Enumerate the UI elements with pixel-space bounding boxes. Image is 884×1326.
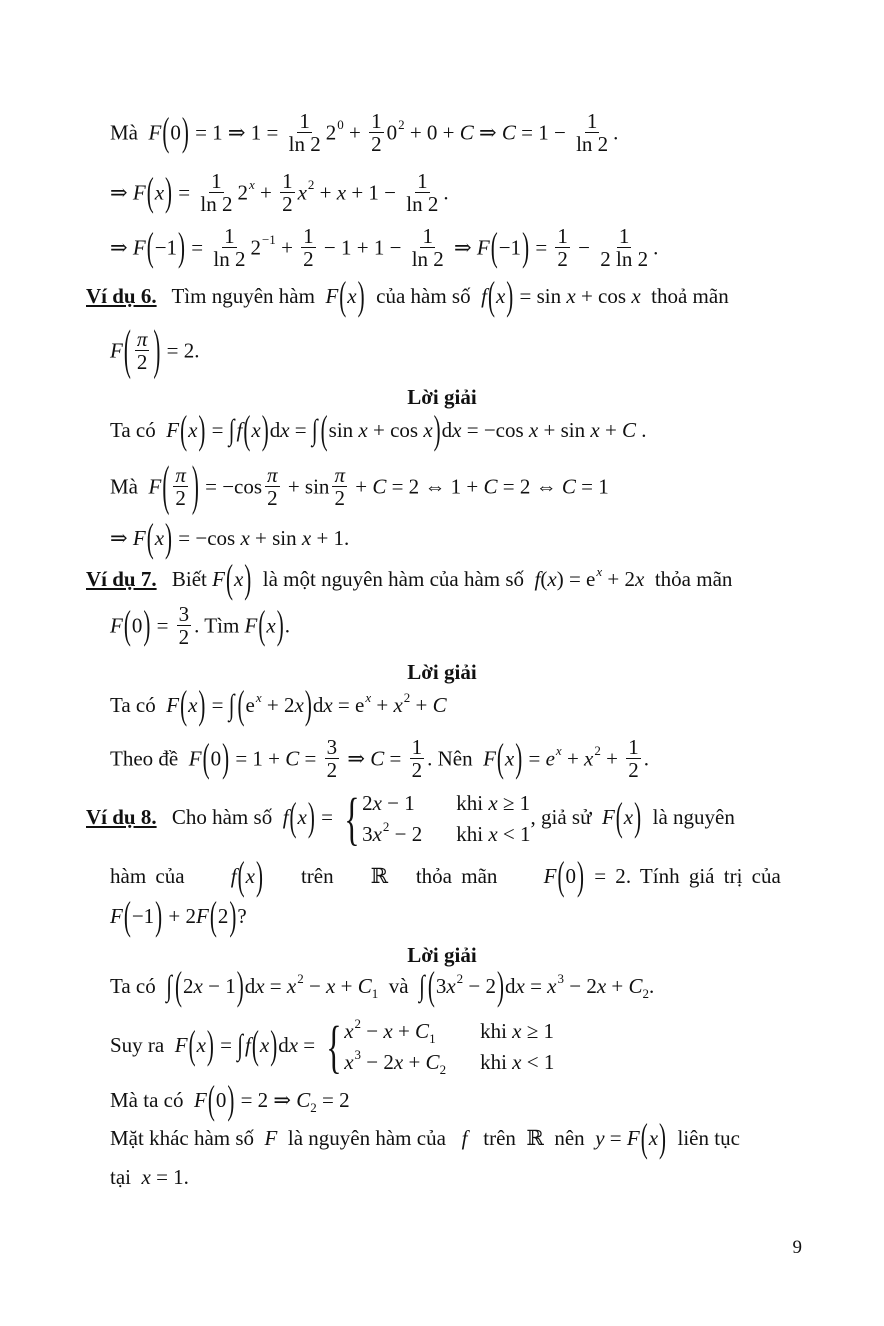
example-8-line-2: hàm của f(x) trên ℝ thỏa mãn F(0) = 2. Tính giá trị của xyxy=(110,852,781,899)
text: hàm của xyxy=(110,864,185,888)
fraction: $\frac{1}{2}$ xyxy=(303,224,314,272)
fraction: $\frac{1}{2 \ln 2}$ xyxy=(600,224,649,272)
ex6-sol-3: ⇒ F(x) = −cos x + sin x + 1. xyxy=(110,514,350,561)
text: là nguyên xyxy=(652,804,735,829)
text: Ta có xyxy=(110,974,156,998)
example-8-line-3: F(−1) + 2F(2)? xyxy=(110,892,247,939)
text: khi xyxy=(480,1050,507,1074)
ex7-sol-2: Theo đề F(0) = 1 + C = $\frac{3}{2}$ ⇒ C = $\frac{1}{2}$ . Nên $F(x) = e^x + x^2$ + $\frac{1}{2}$ . xyxy=(110,735,649,783)
ex8-sol-2: Suy ra F(x) = ∫f(x)dx = { $x^2 - x + C_1$ khi x ≥ 1 $x^3 - 2x + C_2$ khi x < 1 xyxy=(110,1014,555,1079)
fraction: $\frac{\pi}{2}$ xyxy=(267,463,278,511)
fraction: $\frac{1}{\ln 2}$ xyxy=(200,169,233,217)
example-6-label: Ví dụ 6. xyxy=(86,284,157,308)
fraction: $\frac{\pi}{2}$ xyxy=(136,327,148,375)
text: thỏa mãn xyxy=(654,567,733,591)
example-7-condition: F(0) = $\frac{3}{2}$ . Tìm F(x). xyxy=(110,602,290,650)
fraction: $\frac{3}{2}$ xyxy=(178,602,190,650)
text: . Nên xyxy=(427,746,473,771)
text: và xyxy=(388,974,409,998)
text: liên tục xyxy=(677,1126,740,1150)
text: Mặt khác hàm số xyxy=(110,1126,255,1150)
ex6-sol-1: Ta có F(x) = ∫f(x)dx = ∫ (sin x + cos x)dx = −cos x + sin x + C . xyxy=(110,406,647,453)
text: Theo đề xyxy=(110,746,179,771)
fraction: $\frac{1}{2}$ xyxy=(371,109,382,157)
example-7-line: Ví dụ 7. Biết F(x) là một nguyên hàm của hàm số $f(x) = e^x + 2x$ thỏa mãn xyxy=(86,555,733,602)
fraction: $\frac{1}{2}$ xyxy=(282,169,293,217)
piecewise-cases: { 2x − 1 khi x ≥ 1 $3x^2 - 2$ khi x < 1 xyxy=(344,786,531,851)
text: Mà ta có xyxy=(110,1088,184,1112)
line-1: Mà F(0) = 1 ⇒ 1 = $\frac{1}{\ln 2}$ $2^0$ + $\frac{1}{2}$ $0^2 + 0 + C$ ⇒ C = 1 − $\frac{1}{\ln 2}$ . xyxy=(110,109,619,157)
text: ℝ xyxy=(370,864,389,888)
line-3: ⇒ F(−1) = $\frac{1}{\ln 2}$ $2^{-1}$ + $\frac{1}{2}$ − 1 + 1 − $\frac{1}{\ln 2}$ ⇒ F(−1) = $\frac{1}{2}$ − $\frac{1}{2 \ln 2}$ . xyxy=(110,224,659,272)
solution-heading: Lời giải xyxy=(407,385,477,409)
fraction: $\frac{\pi}{2}$ xyxy=(175,463,186,511)
example-7-label: Ví dụ 7. xyxy=(86,567,157,591)
ex6-sol-2: Mà F( $\frac{\pi}{2}$ ) = −cos $\frac{\pi}{2}$ + sin $\frac{\pi}{2}$ + C = 2 ⇔ 1 + C = 2 ⇔ C = 1 xyxy=(110,454,609,517)
fraction: $\frac{3}{2}$ xyxy=(326,735,338,783)
fraction: $\frac{1}{\ln 2}$ xyxy=(288,109,321,157)
text: ℝ xyxy=(526,1126,544,1150)
example-6-line: Ví dụ 6. Tìm nguyên hàm F(x) của hàm số f(x) = sin x + cos x thoả mãn xyxy=(86,272,729,319)
text: Biết xyxy=(171,567,207,591)
ex7-sol-1: Ta có F(x) = ∫ $(e^x + 2x)dx = e^x + x^2 + C$ xyxy=(110,681,447,728)
text: trên xyxy=(300,864,334,888)
text: Tìm nguyên hàm xyxy=(171,284,315,308)
text: là một nguyên hàm của hàm số xyxy=(262,567,525,591)
ex8-sol-3: Mà ta có F(0) = 2 ⇒ $C_2 = 2$ xyxy=(110,1076,350,1123)
text: tại xyxy=(110,1165,131,1189)
text: nên xyxy=(554,1126,585,1150)
text-ma: Mà xyxy=(110,120,138,145)
text: của hàm số xyxy=(376,284,471,308)
text: thoả mãn xyxy=(651,284,729,308)
text: thỏa mãn xyxy=(415,864,498,888)
solution-heading: Lời giải xyxy=(407,660,477,684)
text: trên xyxy=(483,1126,516,1150)
text: khi xyxy=(456,791,484,815)
example-8-label: Ví dụ 8. xyxy=(86,804,157,829)
text: . Tìm xyxy=(194,613,240,638)
solution-heading: Lời giải xyxy=(407,943,477,967)
fraction: $\frac{\pi}{2}$ xyxy=(334,463,345,511)
text: Ta có xyxy=(110,693,156,717)
ex8-sol-5: tại x = 1. xyxy=(110,1165,189,1189)
text: Suy ra xyxy=(110,1032,165,1057)
text: , giả sử xyxy=(530,804,592,829)
fraction: $\frac{1}{2}$ xyxy=(411,735,423,783)
fraction: $\frac{1}{\ln 2}$ xyxy=(576,109,609,157)
ex8-sol-4: Mặt khác hàm số F là nguyên hàm của f trên ℝ nên y = F(x) liên tục xyxy=(110,1114,740,1161)
line-2: ⇒ F(x) = $\frac{1}{\ln 2}$ $2^x$ + $\frac{1}{2}$ $x^2 + x + 1$ − $\frac{1}{\ln 2}$ . xyxy=(110,169,449,217)
page-number: 9 xyxy=(792,1237,802,1258)
example-6-condition: F( $\frac{\pi}{2}$ ) = 2. xyxy=(110,318,200,381)
text: khi xyxy=(456,822,484,846)
text: . Tính giá trị của xyxy=(625,864,781,888)
text: Mà xyxy=(110,474,138,499)
text: là nguyên hàm của xyxy=(287,1126,446,1150)
text: Ta có xyxy=(110,418,156,442)
ex8-sol-1: Ta có ∫ $(2x - 1)dx = x^2 - x + C_1$ và ∫ $(3x^2 - 2)dx = x^3 - 2x + C_2$. xyxy=(110,962,655,1009)
text: Cho hàm số xyxy=(171,804,273,829)
fraction: $\frac{1}{2}$ xyxy=(628,735,639,783)
fraction: $\frac{1}{\ln 2}$ xyxy=(406,169,439,217)
fraction: $\frac{1}{2}$ xyxy=(557,224,568,272)
fraction: $\frac{1}{\ln 2}$ xyxy=(411,224,444,272)
text: khi xyxy=(480,1019,507,1043)
piecewise-cases: { $x^2 - x + C_1$ khi x ≥ 1 $x^3 - 2x + C_2$ khi x < 1 xyxy=(326,1014,555,1079)
fraction: $\frac{1}{\ln 2}$ xyxy=(213,224,246,272)
example-8-line: Ví dụ 8. Cho hàm số f(x) = { 2x − 1 khi x ≥ 1 $3x^2 - 2$ khi x < 1 , giả sử F(x) là nguyên xyxy=(86,786,735,851)
